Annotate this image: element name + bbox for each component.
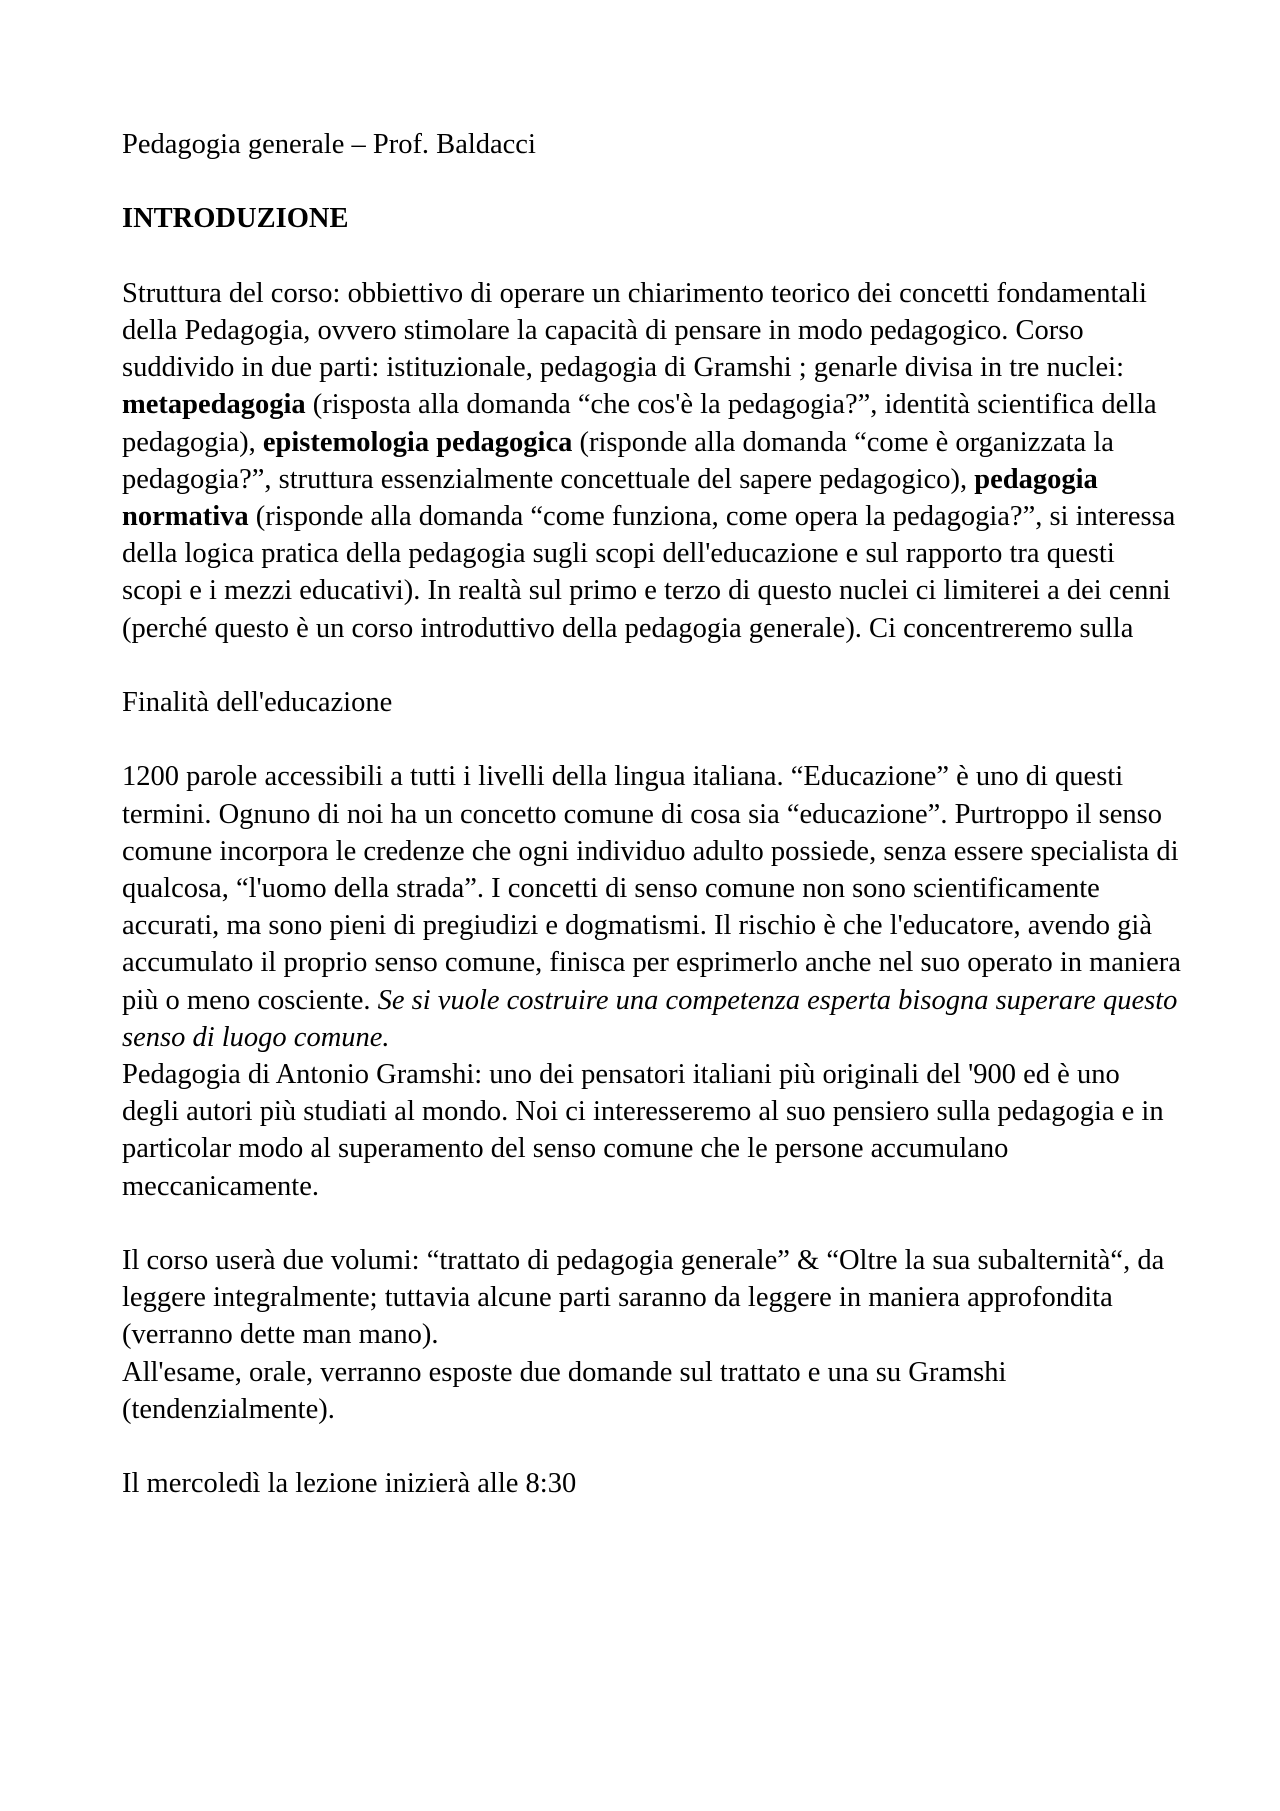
paragraph-common-sense: 1200 parole accessibili a tutti i livelli della lingua italiana. “Educazione” è uno di questi termini. Ognuno di noi ha un concetto comune di cosa sia “educazione”. Purtroppo il senso comune incorpora le credenze che ogni individuo adulto possiede, senza essere specialista di qualcosa, “l'uomo della strada”. I concetti di senso comune non sono scientificamente accurati, ma sono pieni di pregiudizi e dogmatismi. Il rischio è che l'educatore, avendo già accumulato il proprio senso comune, finisca per esprimerlo anche nel suo operato in maniera più o meno cosciente. Se si vuole costruire una competenza esperta bisogna superare questo senso di luogo comune.: [122, 761, 1181, 1053]
term-epistemologia: epistemologia pedagogica: [262, 426, 573, 458]
paragraph-course-structure: Struttura del corso: obbiettivo di operare un chiarimento teorico dei concetti fondamentali della Pedagogia, ovvero stimolare la capacità di pensare in modo pedagogico. Corso suddivido in due parti: istituzionale, pedagogia di Gramshi ; genarle divisa in tre nuclei: metapedagogia (risposta alla domanda “che cos'è la pedagogia?”, identità scientifica della pedagogia), epistemologia pedagogica (risponde alla domanda “come è organizzata la pedagogia?”, struttura essenzialmente concettuale del sapere pedagogico), pedagogia normativa (risponde alla domanda “come funziona, come opera la pedagogia?”, si interessa della logica pratica della pedagogia sugli scopi dell'educazione e sul rapporto tra questi scopi e i mezzi educativi). In realtà sul primo e terzo di questo nuclei ci limiterei a dei cenni (perché questo è un corso introduttivo della pedagogia generale). Ci concentreremo sulla: [122, 277, 1176, 644]
paragraph-volumes: Il corso userà due volumi: “trattato di pedagogia generale” & “Oltre la sua subalternità“, da leggere integralmente; tuttavia alcune parti saranno da leggere in maniera approfondita (verranno dette man mano).: [122, 1245, 1165, 1351]
document-body: [122, 126, 1182, 1502]
subheading: Finalità dell'educazione: [122, 687, 393, 718]
italic-statement: Se si vuole costruire una competenza esperta bisogna superare questo senso di luogo comune.: [122, 984, 1178, 1053]
paragraph-gramshi: Pedagogia di Antonio Gramshi: uno dei pensatori italiani più originali del '900 ed è uno degli autori più studiati al mondo. Noi ci interesseremo al suo pensiero sulla pedagogia e in particolar modo al superamento del senso comune che le persone accumulano meccanicamente.: [122, 1059, 1164, 1202]
paragraph-exam: All'esame, orale, verranno esposte due domande sul trattato e una su Gramshi (tendenzialmente).: [122, 1356, 1007, 1425]
term-metapedagogia: metapedagogia: [122, 389, 306, 421]
section-heading: INTRODUZIONE: [122, 203, 349, 235]
document-title: Pedagogia generale – Prof. Baldacci: [122, 129, 536, 160]
paragraph-schedule: Il mercoledì la lezione inizierà alle 8:30: [122, 1468, 577, 1500]
term-pedagogia-normativa: pedagogia normativa: [122, 463, 1098, 532]
